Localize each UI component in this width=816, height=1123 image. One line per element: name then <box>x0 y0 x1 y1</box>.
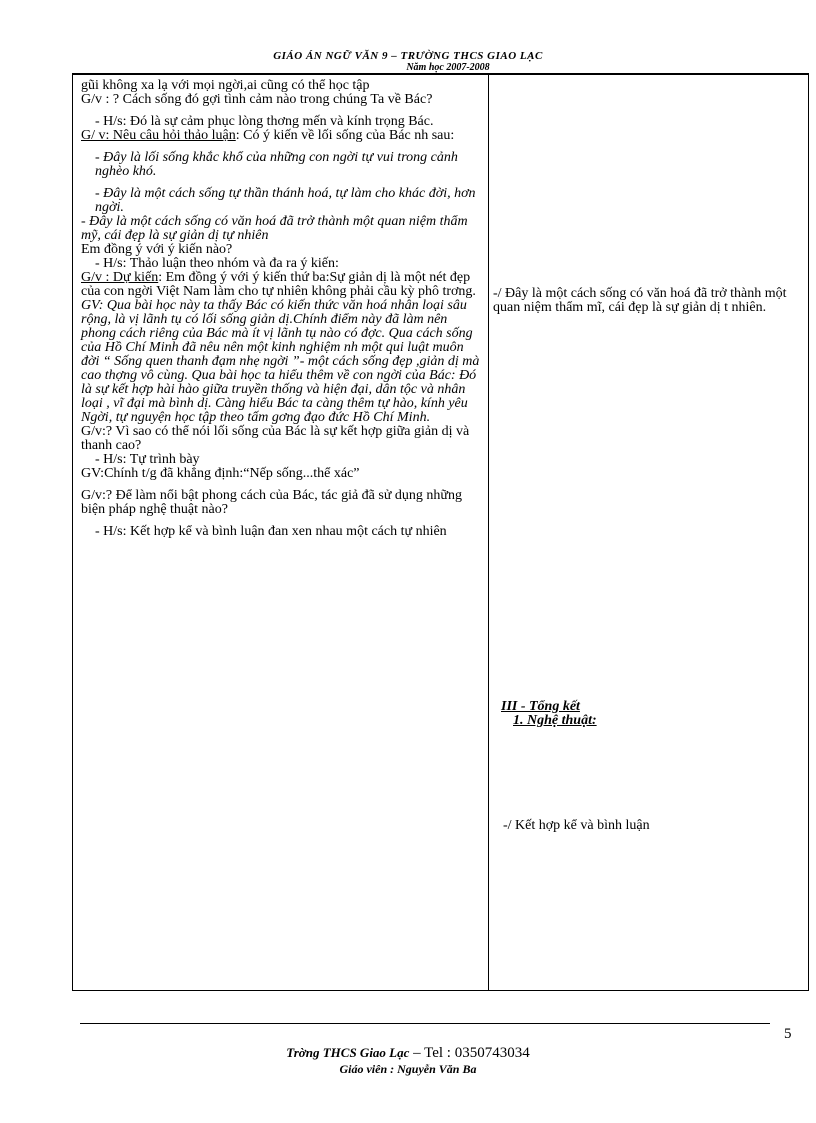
column-divider <box>488 75 489 990</box>
expected-answer <box>81 271 485 299</box>
teacher-summary <box>81 299 485 425</box>
right-note-1 <box>493 287 805 315</box>
student-answer: - H/s: Đó là sự cảm phục lòng thơng mến và kính trọng Bác. <box>95 114 434 129</box>
opinion-1: - Đây là lối sống khắc khổ của những con ngời tự vui trong cảnh nghèo khó. <box>95 150 458 179</box>
summary-label: GV: <box>81 298 104 313</box>
right-note-2 <box>503 819 815 833</box>
footer-rule <box>80 1023 770 1024</box>
page-header <box>0 50 816 74</box>
header-year: Năm học 2007-2008 <box>406 62 490 73</box>
teacher-question-2: G/v:? Vì sao có thể nói lối sống của Bác là sự kết hợp giữa giản dị và thanh cao? <box>81 424 470 453</box>
footer-teacher: Giáo viên : Nguyễn Văn Ba <box>339 1062 477 1076</box>
teacher-question: G/v : ? Cách sống đó gợi tình cảm nào trong chúng Ta về Bác? <box>81 92 433 107</box>
note-culture: -/ Đây là một cách sống có văn hoá đã trở thành một quan niệm thẩm mĩ, cái đẹp là sự giản dị t nhiên. <box>493 286 787 315</box>
expected-text: : Em đồng ý với ý kiến thứ ba:Sự giản dị là một nét đẹp của con ngời Việt Nam làm cho tự nhiên không phải cầu kỳ phô trơng. <box>81 270 476 299</box>
question-agree: Em đồng ý với ý kiến nào? <box>81 242 233 257</box>
discussion-label: G/ v: Nêu câu hỏi thảo luận <box>81 128 236 143</box>
section-summary <box>501 700 813 728</box>
left-column <box>81 79 485 539</box>
student-discussion: - H/s: Thảo luận theo nhóm và đa ra ý kiến: <box>95 256 339 271</box>
section-heading: III - Tổng kết <box>501 699 580 714</box>
teacher-question-3: G/v:? Để làm nổi bật phong cách của Bác, tác giả đã sử dụng những biện pháp nghệ thuật nào? <box>81 488 463 517</box>
teacher-quote: GV:Chính t/g đã khẳng định:“Nếp sống...thể xác” <box>81 466 360 481</box>
footer-school: Trờng THCS Giao Lạc <box>286 1045 410 1060</box>
header-title: GIÁO ÁN NGỮ VĂN 9 – TRƯỜNG THCS GIAO LẠC <box>273 50 543 62</box>
page-number: 5 <box>784 1026 792 1042</box>
footer-tel: – Tel : 0350743034 <box>409 1045 530 1061</box>
expected-label: G/v : Dự kiến <box>81 270 159 285</box>
text-line: gũi không xa lạ với mọi ngời,ai cũng có thể học tập <box>81 78 370 93</box>
opinion-3: - Đây là một cách sống có văn hoá đã trở thành một quan niệm thẩm mỹ, cái đẹp là sự giản dị tự nhiên <box>81 214 468 243</box>
opinion-2: - Đây là một cách sống tự thần thánh hoá, tự làm cho khác đời, hơn ngời. <box>95 186 476 215</box>
summary-text: Qua bài học này ta thấy Bác có kiến thức văn hoá nhân loại sâu rộng, là vị lãnh tụ có lối sống giản dị.Chính điểm này đã làm nên phong cách riêng của Bác mà ít vị lãnh tụ nào có đợc. Qua cách sống của Hồ Chí Minh đã nêu nên một kinh nghiệm nh một qui luật muôn đời “ Sống quen thanh đạm nhẹ ngời ”- một cách sống đẹp ,giản dị mà cao thợng vô cùng. Qua bài học ta hiểu thêm về con ngời của Bác: Đó là sự kết hợp hài hào giữa truyền thống và hiện đại, dân tộc và nhân loại , vĩ đại mà bình dị. Càng hiểu Bác ta càng thêm tự hào, kính yêu Ngời, tự nguyện học tập theo tấm gơng đạo đức Hồ Chí Minh. <box>81 298 480 425</box>
discussion-prompt <box>81 129 485 143</box>
discussion-text: : Có ý kiến về lối sống của Bác nh sau: <box>235 128 455 143</box>
note-technique: -/ Kết hợp kể và bình luận <box>503 818 650 833</box>
subsection-heading: 1. Nghệ thuật: <box>513 713 597 728</box>
student-answer-3: - H/s: Kết hợp kể và bình luận đan xen nhau một cách tự nhiên <box>95 524 447 539</box>
page-footer <box>0 1045 816 1077</box>
lesson-table <box>72 73 809 991</box>
student-answer-2: - H/s: Tự trình bày <box>95 452 200 467</box>
